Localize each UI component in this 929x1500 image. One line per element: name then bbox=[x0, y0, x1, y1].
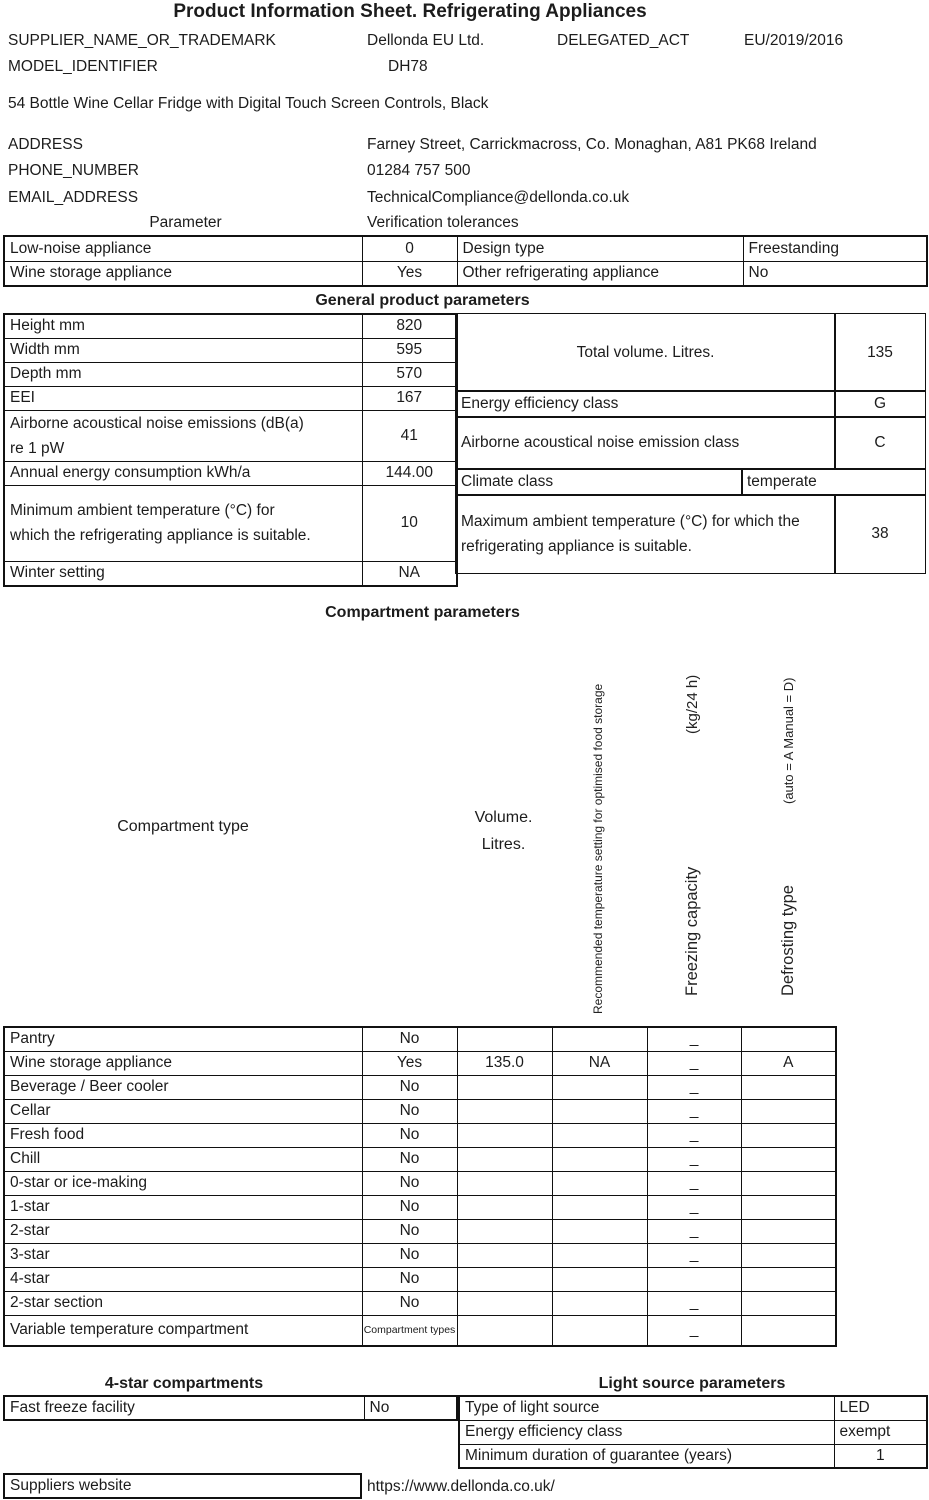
compartment-type-cell: Chill bbox=[4, 1147, 362, 1171]
compartment-type-cell: Variable temperature compartment bbox=[4, 1315, 362, 1346]
address-label: ADDRESS bbox=[8, 136, 83, 153]
recommended-temp-cell bbox=[552, 1075, 647, 1099]
product-description: 54 Bottle Wine Cellar Fridge with Digital Touch Screen Controls, Black bbox=[8, 95, 489, 112]
model-value: DH78 bbox=[388, 58, 428, 75]
defrosting-type-header: Defrosting type bbox=[779, 885, 797, 996]
volume-cell bbox=[457, 1291, 552, 1315]
table-row bbox=[4, 261, 927, 286]
parameter-value-cell: 0 bbox=[362, 236, 457, 261]
table-row bbox=[4, 1396, 457, 1420]
compartment-row bbox=[4, 1291, 836, 1315]
defrosting-type-cell bbox=[741, 1075, 836, 1099]
recommended-temp-cell bbox=[552, 1099, 647, 1123]
defrosting-type-cell bbox=[741, 1195, 836, 1219]
page-title: Product Information Sheet. Refrigerating Appliances bbox=[173, 1, 647, 22]
max-temp-value: 38 bbox=[834, 494, 926, 574]
volume-cell bbox=[457, 1147, 552, 1171]
max-temp-label: Maximum ambient temperature (°C) for which the refrigerating appliance is suitable. bbox=[455, 494, 836, 574]
suppliers-website-url: https://www.dellonda.co.uk/ bbox=[367, 1478, 555, 1495]
freezing-capacity-cell: _ bbox=[647, 1315, 741, 1346]
parameter-label-cell: Depth mm bbox=[4, 362, 362, 386]
climate-class-value: temperate bbox=[741, 468, 926, 496]
recommended-temp-cell bbox=[552, 1315, 647, 1346]
freezing-capacity-cell: _ bbox=[647, 1075, 741, 1099]
compartment-row bbox=[4, 1027, 836, 1051]
energy-class-value: G bbox=[834, 390, 926, 418]
parameter-label-cell: Wine storage appliance bbox=[4, 261, 362, 286]
defrosting-type-cell bbox=[741, 1219, 836, 1243]
compartment-type-cell: Cellar bbox=[4, 1099, 362, 1123]
compartment-row bbox=[4, 1219, 836, 1243]
phone-value: 01284 757 500 bbox=[367, 162, 471, 179]
compartment-table bbox=[3, 1026, 837, 1347]
parameter-value-cell: 41 bbox=[362, 410, 457, 461]
parameter-value-cell: No bbox=[743, 261, 927, 286]
table-row bbox=[4, 485, 457, 561]
freezing-capacity-header: Freezing capacity bbox=[683, 866, 701, 996]
recommended-temp-cell bbox=[552, 1123, 647, 1147]
volume-cell bbox=[457, 1219, 552, 1243]
freezing-capacity-cell: _ bbox=[647, 1051, 741, 1075]
freezing-capacity-cell bbox=[647, 1267, 741, 1291]
table-row bbox=[4, 461, 457, 485]
general-parameters-table bbox=[3, 313, 458, 587]
freezing-capacity-cell: _ bbox=[647, 1243, 741, 1267]
recommended-temp-cell bbox=[552, 1147, 647, 1171]
compartment-parameters-heading: Compartment parameters bbox=[325, 604, 520, 621]
freezing-capacity-unit-header: (kg/24 h) bbox=[684, 674, 701, 734]
present-cell: No bbox=[362, 1171, 457, 1195]
compartment-type-cell: Pantry bbox=[4, 1027, 362, 1051]
compartment-row bbox=[4, 1267, 836, 1291]
present-cell: No bbox=[362, 1099, 457, 1123]
supplier-value: Dellonda EU Ltd. bbox=[367, 32, 485, 49]
freezing-capacity-cell: _ bbox=[647, 1123, 741, 1147]
parameter-label-cell: Design type bbox=[457, 236, 743, 261]
defrosting-type-cell bbox=[741, 1171, 836, 1195]
compartment-row bbox=[4, 1243, 836, 1267]
compartment-type-cell: Wine storage appliance bbox=[4, 1051, 362, 1075]
compartment-type-header: Compartment type bbox=[117, 818, 249, 835]
present-cell: No bbox=[362, 1123, 457, 1147]
total-volume-label: Total volume. Litres. bbox=[455, 313, 836, 392]
recommended-temp-cell: NA bbox=[552, 1051, 647, 1075]
parameter-label-cell: Fast freeze facility bbox=[4, 1396, 364, 1420]
table-row bbox=[459, 1420, 927, 1444]
table-row bbox=[4, 314, 457, 338]
present-cell: No bbox=[362, 1195, 457, 1219]
light-source-heading: Light source parameters bbox=[598, 1375, 786, 1392]
parameter-label-cell: Annual energy consumption kWh/a bbox=[4, 461, 362, 485]
model-label: MODEL_IDENTIFIER bbox=[8, 58, 158, 75]
defrosting-type-cell bbox=[741, 1147, 836, 1171]
compartment-type-cell: 3-star bbox=[4, 1243, 362, 1267]
defrosting-type-cell bbox=[741, 1123, 836, 1147]
recommended-temperature-header: Recommended temperature setting for optimised food storage bbox=[591, 683, 605, 1014]
freezing-capacity-cell: _ bbox=[647, 1171, 741, 1195]
parameter-label-cell: EEI bbox=[4, 386, 362, 410]
table-row bbox=[4, 561, 457, 586]
parameter-column-header: Parameter bbox=[149, 214, 222, 231]
parameter-value-cell: LED bbox=[834, 1396, 927, 1420]
compartment-row bbox=[4, 1099, 836, 1123]
compartment-type-cell: Beverage / Beer cooler bbox=[4, 1075, 362, 1099]
defrosting-type-legend-header: (auto = A Manual = D) bbox=[781, 677, 796, 804]
parameter-value-cell: 1 bbox=[834, 1444, 927, 1468]
recommended-temp-cell bbox=[552, 1267, 647, 1291]
recommended-temp-cell bbox=[552, 1171, 647, 1195]
volume-cell bbox=[457, 1195, 552, 1219]
compartment-row bbox=[4, 1315, 836, 1346]
table-row bbox=[4, 236, 927, 261]
delegated-act-label: DELEGATED_ACT bbox=[557, 32, 690, 49]
parameter-label-cell: Minimum ambient temperature (°C) for which the refrigerating appliance is suitable. bbox=[4, 485, 362, 561]
parameter-label-cell: Type of light source bbox=[459, 1396, 834, 1420]
parameter-label-cell: Height mm bbox=[4, 314, 362, 338]
recommended-temp-cell bbox=[552, 1243, 647, 1267]
noise-class-value: C bbox=[834, 416, 926, 470]
table-row bbox=[4, 386, 457, 410]
volume-cell bbox=[457, 1099, 552, 1123]
volume-cell bbox=[457, 1123, 552, 1147]
freezing-capacity-cell: _ bbox=[647, 1291, 741, 1315]
verification-table bbox=[3, 235, 928, 287]
recommended-temp-cell bbox=[552, 1219, 647, 1243]
defrosting-type-cell: A bbox=[741, 1051, 836, 1075]
parameter-label-cell: Other refrigerating appliance bbox=[457, 261, 743, 286]
present-cell: No bbox=[362, 1147, 457, 1171]
freezing-capacity-cell: _ bbox=[647, 1099, 741, 1123]
compartment-row bbox=[4, 1123, 836, 1147]
phone-label: PHONE_NUMBER bbox=[8, 162, 139, 179]
parameter-label-cell: Energy efficiency class bbox=[459, 1420, 834, 1444]
recommended-temp-cell bbox=[552, 1291, 647, 1315]
present-cell: No bbox=[362, 1267, 457, 1291]
four-star-heading: 4-star compartments bbox=[104, 1375, 264, 1392]
present-cell: No bbox=[362, 1291, 457, 1315]
freezing-capacity-cell: _ bbox=[647, 1219, 741, 1243]
compartment-row bbox=[4, 1171, 836, 1195]
present-cell: No bbox=[362, 1075, 457, 1099]
parameter-value-cell: Freestanding bbox=[743, 236, 927, 261]
address-value: Farney Street, Carrickmacross, Co. Monaghan, A81 PK68 Ireland bbox=[367, 136, 817, 153]
parameter-value-cell: 570 bbox=[362, 362, 457, 386]
table-row bbox=[4, 338, 457, 362]
email-value: TechnicalCompliance@dellonda.co.uk bbox=[367, 189, 630, 206]
climate-class-label: Climate class bbox=[455, 468, 743, 496]
present-cell: Compartment types bbox=[362, 1315, 457, 1346]
volume-header-line1: Volume. bbox=[474, 809, 533, 826]
noise-class-label: Airborne acoustical noise emission class bbox=[455, 416, 836, 470]
parameter-label-cell: Low-noise appliance bbox=[4, 236, 362, 261]
compartment-type-cell: 1-star bbox=[4, 1195, 362, 1219]
parameter-value-cell: 10 bbox=[362, 485, 457, 561]
compartment-row bbox=[4, 1075, 836, 1099]
volume-cell bbox=[457, 1075, 552, 1099]
freezing-capacity-cell: _ bbox=[647, 1195, 741, 1219]
defrosting-type-cell bbox=[741, 1027, 836, 1051]
table-row bbox=[459, 1396, 927, 1420]
defrosting-type-cell bbox=[741, 1267, 836, 1291]
suppliers-website-label: Suppliers website bbox=[3, 1473, 362, 1499]
parameter-value-cell: 144.00 bbox=[362, 461, 457, 485]
defrosting-type-cell bbox=[741, 1099, 836, 1123]
compartment-type-cell: 0-star or ice-making bbox=[4, 1171, 362, 1195]
parameter-value-cell: NA bbox=[362, 561, 457, 586]
supplier-label: SUPPLIER_NAME_OR_TRADEMARK bbox=[8, 32, 276, 49]
parameter-label-cell: Airborne acoustical noise emissions (dB(a) re 1 pW bbox=[4, 410, 362, 461]
compartment-row bbox=[4, 1147, 836, 1171]
parameter-value-cell: No bbox=[364, 1396, 457, 1420]
table-row bbox=[4, 410, 457, 461]
parameter-value-cell: 167 bbox=[362, 386, 457, 410]
volume-cell bbox=[457, 1243, 552, 1267]
parameter-value-cell: Yes bbox=[362, 261, 457, 286]
parameter-value-cell: 820 bbox=[362, 314, 457, 338]
freezing-capacity-cell: _ bbox=[647, 1147, 741, 1171]
present-cell: No bbox=[362, 1243, 457, 1267]
present-cell: No bbox=[362, 1219, 457, 1243]
compartment-type-cell: 2-star section bbox=[4, 1291, 362, 1315]
email-label: EMAIL_ADDRESS bbox=[8, 189, 139, 206]
verification-tolerances-header: Verification tolerances bbox=[367, 214, 519, 231]
parameter-label-cell: Width mm bbox=[4, 338, 362, 362]
defrosting-type-cell bbox=[741, 1243, 836, 1267]
volume-header-line2: Litres. bbox=[481, 836, 526, 853]
volume-cell bbox=[457, 1267, 552, 1291]
compartment-type-cell: 4-star bbox=[4, 1267, 362, 1291]
compartment-type-cell: Fresh food bbox=[4, 1123, 362, 1147]
parameter-value-cell: exempt bbox=[834, 1420, 927, 1444]
compartment-row bbox=[4, 1195, 836, 1219]
table-row bbox=[459, 1444, 927, 1468]
present-cell: No bbox=[362, 1027, 457, 1051]
energy-class-label: Energy efficiency class bbox=[455, 390, 836, 418]
recommended-temp-cell bbox=[552, 1027, 647, 1051]
general-parameters-heading: General product parameters bbox=[315, 292, 530, 309]
volume-cell bbox=[457, 1027, 552, 1051]
delegated-act-value: EU/2019/2016 bbox=[744, 32, 844, 49]
compartment-row bbox=[4, 1051, 836, 1075]
volume-cell bbox=[457, 1171, 552, 1195]
volume-header bbox=[456, 804, 551, 858]
light-source-table bbox=[458, 1395, 928, 1469]
volume-cell: 135.0 bbox=[457, 1051, 552, 1075]
total-volume-value: 135 bbox=[834, 313, 926, 392]
parameter-value-cell: 595 bbox=[362, 338, 457, 362]
fast-freeze-table bbox=[3, 1395, 458, 1421]
defrosting-type-cell bbox=[741, 1291, 836, 1315]
table-row bbox=[4, 362, 457, 386]
recommended-temp-cell bbox=[552, 1195, 647, 1219]
present-cell: Yes bbox=[362, 1051, 457, 1075]
volume-cell bbox=[457, 1315, 552, 1346]
parameter-label-cell: Minimum duration of guarantee (years) bbox=[459, 1444, 834, 1468]
freezing-capacity-cell: _ bbox=[647, 1027, 741, 1051]
compartment-type-cell: 2-star bbox=[4, 1219, 362, 1243]
defrosting-type-cell bbox=[741, 1315, 836, 1346]
parameter-label-cell: Winter setting bbox=[4, 561, 362, 586]
